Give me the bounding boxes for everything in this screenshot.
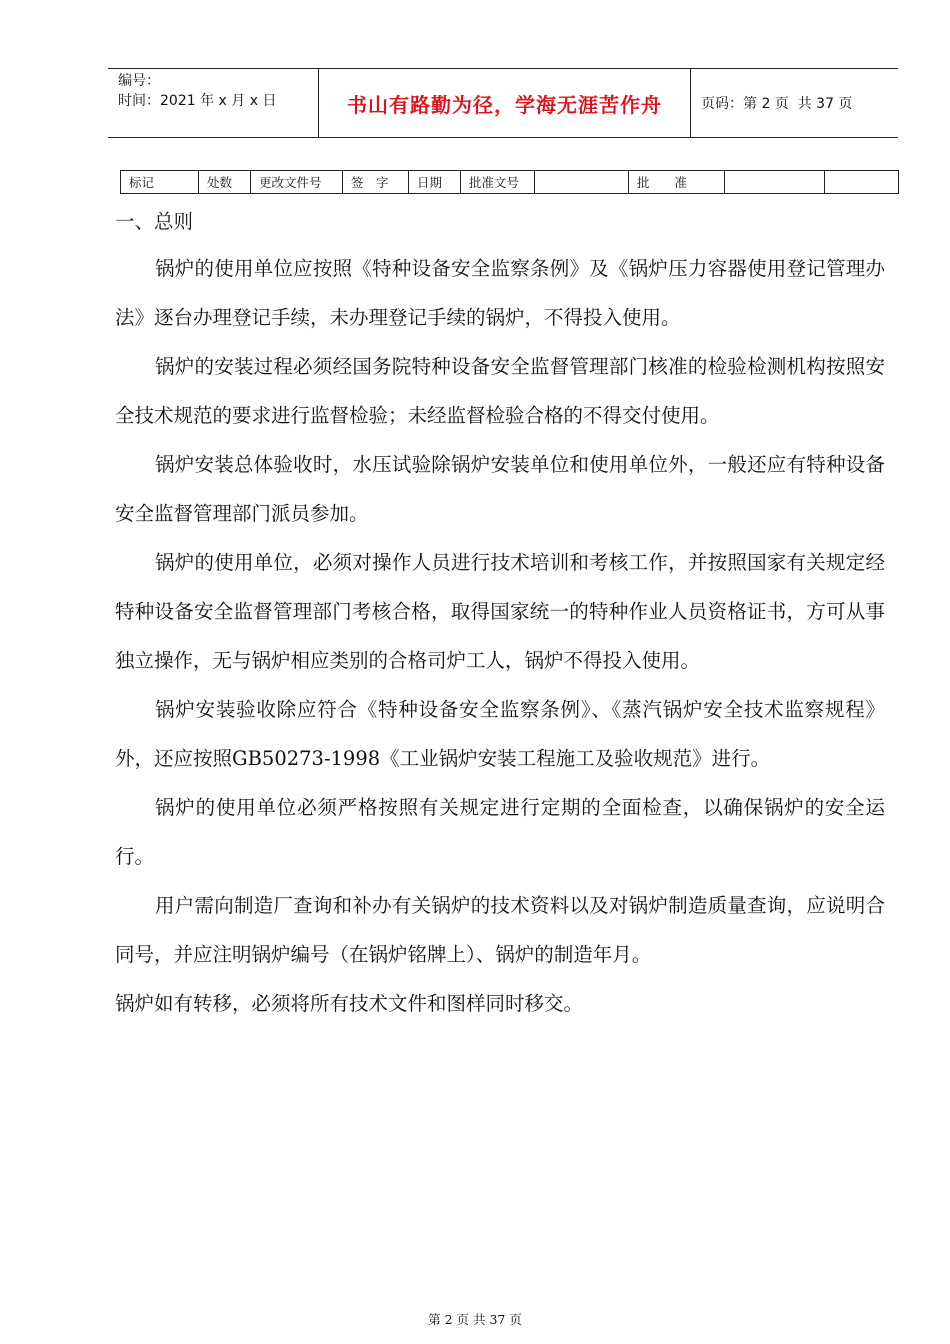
paragraph: 锅炉的使用单位，必须对操作人员进行技术培训和考核工作，并按照国家有关规定经特种设备安全监督管理部门考核合格，取得国家统一的特种作业人员资格证书，方可从事独立操作，无与锅炉相应类别的合格司炉工人，锅炉不得投入使用。 [115,551,885,672]
paragraph: 锅炉的安装过程必须经国务院特种设备安全监督管理部门核准的检验检测机构按照安全技术规范的要求进行监督检验；未经监督检验合格的不得交付使用。 [115,355,885,427]
revision-cell-approval-no: 批准文号 [461,171,535,194]
revision-cell-change-file: 更改文件号 [251,171,343,194]
revision-cell-blank [535,171,629,194]
revision-cell-mark: 标记 [121,171,199,194]
revision-table [120,170,899,194]
document-header [108,68,898,138]
page-footer: 第 2 页 共 37 页 [428,1312,522,1327]
motto: 书山有路勤为径，学海无涯苦作舟 [347,92,662,117]
header-page-info-cell [691,69,898,137]
document-number-label: 编号： [118,73,160,89]
revision-cell-blank [825,171,899,194]
paragraph: 锅炉安装总体验收时，水压试验除锅炉安装单位和使用单位外，一般还应有特种设备安全监督管理部门派员参加。 [115,453,885,525]
paragraph: 锅炉安装验收除应符合《特种设备安全监察条例》、《蒸汽锅炉安全技术监察规程》外，还应按照GB50273-1998《工业锅炉安装工程施工及验收规范》进行。 [115,698,885,770]
paragraph: 用户需向制造厂查询和补办有关锅炉的技术资料以及对锅炉制造质量查询，应说明合同号，并应注明锅炉编号（在锅炉铭牌上）、锅炉的制造年月。 [115,894,885,966]
revision-cell-signature: 签 字 [343,171,409,194]
paragraph-last: 锅炉如有转移，必须将所有技术文件和图样同时移交。 [115,992,584,1015]
revision-cell-date: 日期 [409,171,461,194]
header-motto-cell [319,69,691,137]
revision-cell-count: 处数 [199,171,251,194]
revision-cell-approve: 批 准 [629,171,725,194]
section-title: 一、总则 [115,210,194,233]
paragraph: 锅炉的使用单位应按照《特种设备安全监察条例》及《锅炉压力容器使用登记管理办法》逐台办理登记手续，未办理登记手续的锅炉，不得投入使用。 [115,257,885,329]
revision-cell-blank [725,171,825,194]
page-info: 页码：第 2 页 共 37 页 [701,96,853,112]
paragraph: 锅炉的使用单位必须严格按照有关规定进行定期的全面检查，以确保锅炉的安全运行。 [115,796,885,868]
header-meta [108,69,319,137]
revision-row [121,171,899,194]
document-date: 时间：2021 年 x 月 x 日 [118,93,277,109]
document-body [115,200,885,1028]
